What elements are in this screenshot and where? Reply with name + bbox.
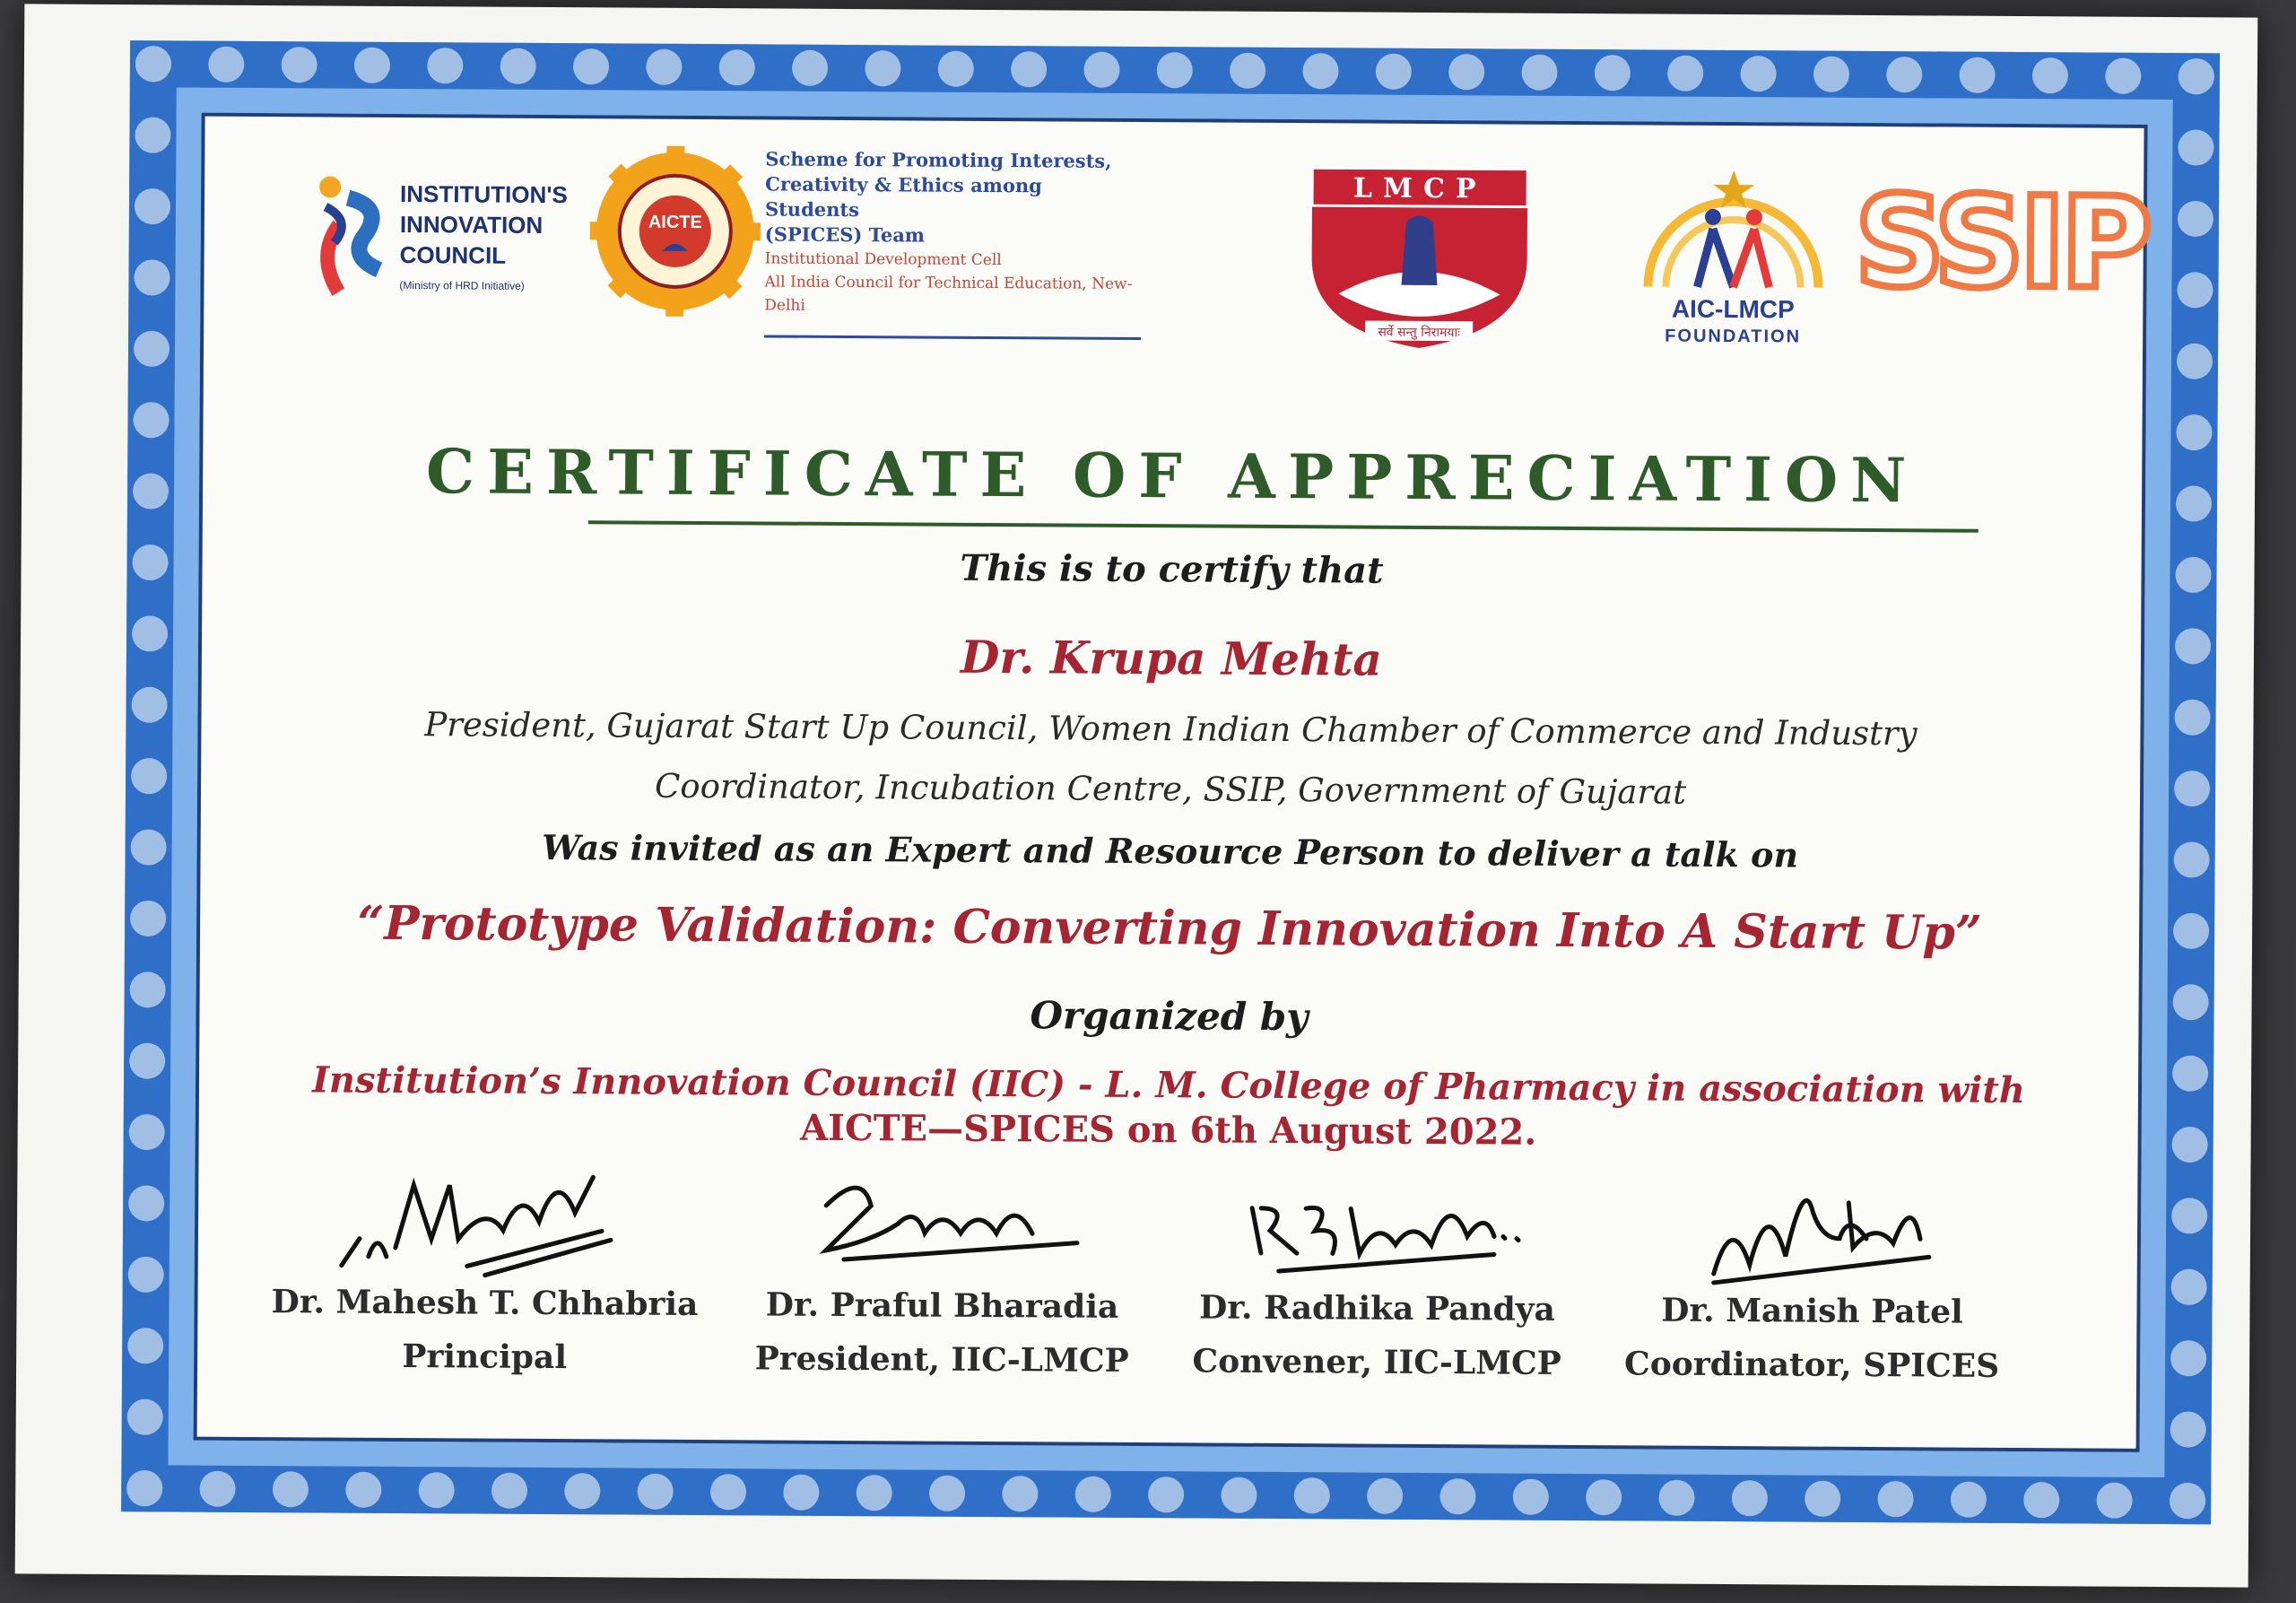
- organizer-line-1: Institution’s Innovation Council (IIC) - L. M. College of Pharmacy in association with: [312, 1059, 2026, 1112]
- aicte-gear-icon: [589, 145, 761, 317]
- iic-line-2: INNOVATION: [399, 210, 544, 239]
- signatory-name: Dr. Radhika Pandya: [1198, 1288, 1556, 1329]
- aic-lmcp-foundation: FOUNDATION: [1665, 326, 1802, 347]
- recipient-role-2: Coordinator, Incubation Centre, SSIP, Government of Gujarat: [654, 766, 1687, 812]
- lmcp-crest-logo: [1302, 159, 1536, 353]
- signatory-designation: President, IIC-LMCP: [754, 1339, 1129, 1380]
- signatory-name: Dr. Mahesh T. Chhabria: [271, 1283, 699, 1324]
- spices-sub-1: Institutional Development Cell: [764, 249, 1002, 270]
- spices-heading-1: Scheme for Promoting Interests,: [765, 147, 1112, 172]
- signatory-principal: [260, 1148, 710, 1384]
- logo-row: [204, 144, 2148, 370]
- lmcp-label: LMCP: [1352, 172, 1487, 205]
- signatory-designation: Coordinator, SPICES: [1623, 1345, 2000, 1385]
- organized-by-label: Organized by: [1030, 993, 1309, 1040]
- signatory-name: Dr. Manish Patel: [1661, 1291, 1963, 1331]
- talk-topic: “Prototype Validation: Converting Innovation Into A Start Up”: [357, 895, 1982, 961]
- signature-chhabria: [333, 1149, 639, 1285]
- iic-figure-icon: [311, 170, 393, 306]
- certificate-body: [194, 113, 2148, 1452]
- certificate-title: CERTIFICATE OF APPRECIATION: [425, 436, 1919, 518]
- organizer-line-2: AICTE—SPICES on 6th August 2022.: [800, 1106, 1537, 1154]
- lmcp-shield-icon: [1302, 159, 1536, 353]
- signatory-coordinator: [1587, 1156, 2038, 1392]
- signatory-name: Dr. Praful Bharadia: [765, 1285, 1119, 1326]
- recipient-name: Dr. Krupa Mehta: [960, 630, 1383, 686]
- aicte-badge-text: AICTE: [648, 212, 702, 233]
- signatory-designation: Convener, IIC-LMCP: [1192, 1342, 1561, 1382]
- certify-line: This is to certify that: [960, 546, 1384, 592]
- invited-line: Was invited as an Expert and Resource Person to deliver a talk on: [542, 826, 1799, 876]
- aic-lmcp-rays-icon: [1630, 161, 1837, 296]
- spices-sub-2: All India Council for Technical Education, New-Delhi: [764, 273, 1133, 315]
- lmcp-motto: सर्वे सन्तु निरामयाः: [1378, 325, 1461, 341]
- certificate-paper: [15, 4, 2258, 1587]
- recipient-role-1: President, Gujarat Start Up Council, Women Indian Chamber of Commerce and Industry: [424, 705, 1918, 754]
- spices-heading-2: Creativity & Ethics among Students: [764, 172, 1042, 222]
- iic-line-3: COUNCIL: [399, 240, 507, 269]
- spices-heading-3: (SPICES) Team: [764, 222, 926, 247]
- signatory-president: [718, 1151, 1168, 1387]
- iic-line-1: INSTITUTION'S: [399, 179, 568, 209]
- aic-lmcp-name: AIC-LMCP: [1671, 294, 1795, 324]
- title-underline: [588, 520, 1979, 532]
- iic-tagline: (Ministry of HRD Initiative): [399, 278, 525, 292]
- signature-patel: [1660, 1157, 1966, 1294]
- decorative-border: [121, 40, 2220, 1524]
- spices-underline: [764, 335, 1141, 340]
- signatory-convener: [1152, 1154, 1603, 1390]
- signature-bharadia: [790, 1152, 1096, 1288]
- ssip-logo: SSIP: [1854, 169, 2148, 318]
- aic-lmcp-foundation-logo: [1630, 161, 1837, 359]
- signatory-designation: Principal: [402, 1337, 568, 1377]
- iic-logo: [311, 161, 568, 325]
- aicte-spices-logo: [589, 145, 1146, 355]
- signature-pandya: [1225, 1154, 1531, 1291]
